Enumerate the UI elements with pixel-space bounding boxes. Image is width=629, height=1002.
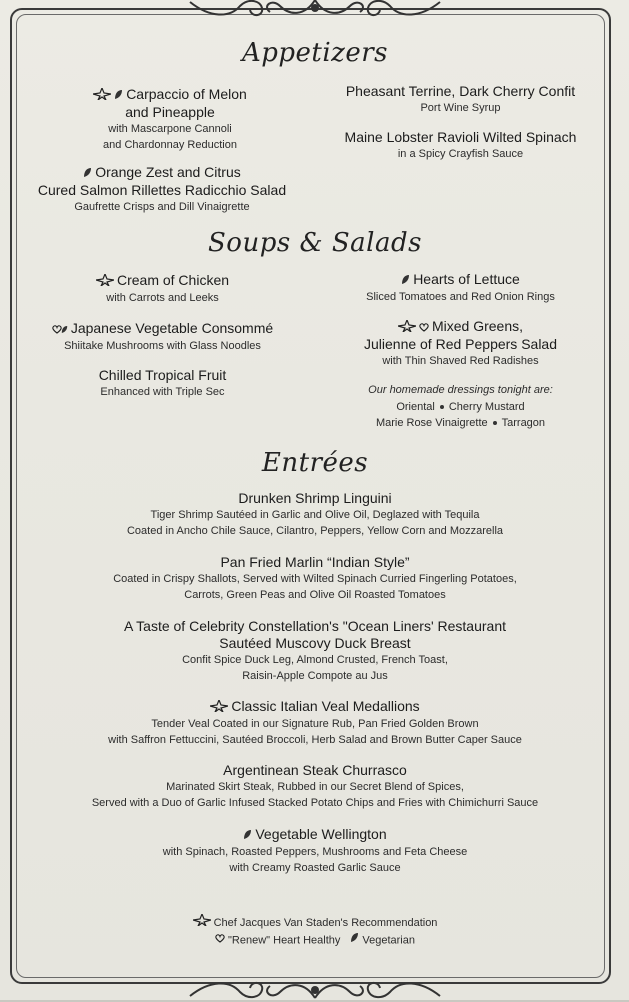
legend-chef-recommendation: Chef Jacques Van Staden's Recommendation xyxy=(213,916,438,929)
entree-title-line2: Sautéed Muscovy Duck Breast xyxy=(219,635,411,651)
leaf-icon xyxy=(83,165,92,182)
soup-consomme xyxy=(30,320,295,354)
entree-title: Argentinean Steak Churrasco xyxy=(223,762,407,778)
legend-vegetarian: Vegetarian xyxy=(362,934,415,947)
appetizer-carpaccio xyxy=(40,86,300,153)
bottom-ornament xyxy=(180,976,450,1002)
top-ornament xyxy=(180,0,450,22)
star-icon xyxy=(96,273,114,290)
entree-duck xyxy=(40,618,590,684)
leaf-icon xyxy=(350,932,359,949)
entree-desc-line2: Carrots, Green Peas and Olive Oil Roasted Tomatoes xyxy=(184,589,446,601)
entree-shrimp xyxy=(40,490,590,539)
entree-desc: with Spinach, Roasted Peppers, Mushrooms and Feta Cheese xyxy=(162,845,468,858)
appetizer-title: Orange Zest and Citrus xyxy=(95,164,241,180)
entree-desc-line2: Raisin-Apple Compote au Jus xyxy=(242,670,388,682)
salad-title-line2: Julienne of Red Peppers Salad xyxy=(363,335,558,352)
entree-desc: Tiger Shrimp Sautéed in Garlic and Olive Oil, Deglazed with Tequila xyxy=(150,509,480,521)
heading-entrees: Entrées xyxy=(261,448,369,478)
appetizer-desc: Gaufrette Crisps and Dill Vinaigrette xyxy=(74,200,250,213)
entree-title: A Taste of Celebrity Constellation's "Ocean Liners' Restaurant xyxy=(123,618,507,634)
leaf-icon xyxy=(243,827,252,844)
salad-desc: with Thin Shaved Red Radishes xyxy=(382,354,539,367)
appetizer-title: Pheasant Terrine, Dark Cherry Confit xyxy=(345,83,576,99)
dressing-item: Oriental xyxy=(396,401,435,413)
soup-title: Japanese Vegetable Consommé xyxy=(70,320,274,336)
appetizer-lobster xyxy=(318,129,603,162)
star-icon xyxy=(210,699,228,716)
entree-desc: Coated in Crispy Shallots, Served with Wilted Spinach Curried Fingerling Potatoes, xyxy=(113,573,517,585)
leaf-icon xyxy=(114,87,123,104)
star-icon xyxy=(93,87,111,104)
dressing-item: Tarragon xyxy=(501,417,546,429)
appetizer-desc: Port Wine Syrup xyxy=(420,102,501,114)
soup-desc: Shiitake Mushrooms with Glass Noodles xyxy=(64,339,261,352)
appetizer-desc: with Mascarpone Cannoli xyxy=(108,122,232,135)
entree-wellington xyxy=(40,826,590,876)
dressings-block xyxy=(318,382,603,431)
appetizer-title-line2: Cured Salmon Rillettes Radicchio Salad xyxy=(37,181,287,198)
entree-title: Vegetable Wellington xyxy=(255,826,387,842)
star-icon xyxy=(398,319,416,336)
bullet-dot xyxy=(493,421,497,425)
salad-mixed-greens xyxy=(318,318,603,369)
entree-desc: Confit Spice Duck Leg, Almond Crusted, French Toast, xyxy=(182,654,448,666)
entree-title: Pan Fried Marlin “Indian Style” xyxy=(220,554,410,570)
entree-desc-line2: Served with a Duo of Garlic Infused Stacked Potato Chips and Fries with Chimichurri Sauce xyxy=(91,797,539,809)
appetizer-desc: in a Spicy Crayfish Sauce xyxy=(397,148,524,160)
legend-heart-healthy: "Renew" Heart Healthy xyxy=(228,934,341,947)
heart-icon xyxy=(215,932,225,949)
entree-desc-line2: with Saffron Fettuccini, Sautéed Broccoli, Herb Salad and Brown Butter Caper Sauce xyxy=(108,733,522,746)
bullet-dot xyxy=(440,405,444,409)
entree-title: Classic Italian Veal Medallions xyxy=(231,698,420,714)
appetizer-desc-line2: and Chardonnay Reduction xyxy=(103,138,237,151)
entree-desc: Marinated Skirt Steak, Rubbed in our Secret Blend of Spices, xyxy=(166,781,464,793)
soup-title: Chilled Tropical Fruit xyxy=(98,367,227,383)
appetizer-title-line2: and Pineapple xyxy=(125,103,215,120)
appetizer-pheasant xyxy=(318,83,603,116)
dressings-intro: Our homemade dressings tonight are: xyxy=(368,384,553,396)
heading-soups-salads: Soups & Salads xyxy=(208,228,422,258)
soup-cream-of-chicken xyxy=(40,272,285,306)
legend xyxy=(100,914,530,949)
entree-desc-line2: Coated in Ancho Chile Sauce, Cilantro, Peppers, Yellow Corn and Mozzarella xyxy=(126,525,504,537)
star-icon xyxy=(193,914,211,932)
dressing-item: Marie Rose Vinaigrette xyxy=(375,417,488,429)
salad-desc: Sliced Tomatoes and Red Onion Rings xyxy=(366,290,555,303)
salad-title: Hearts of Lettuce xyxy=(413,271,520,287)
soup-tropical-fruit xyxy=(40,367,285,400)
appetizer-title: Carpaccio of Melon xyxy=(126,86,247,102)
soup-desc: with Carrots and Leeks xyxy=(106,291,219,304)
appetizer-title: Maine Lobster Ravioli Wilted Spinach xyxy=(344,129,577,145)
heading-appetizers: Appetizers xyxy=(241,38,389,68)
soup-title: Cream of Chicken xyxy=(116,272,230,288)
leaf-icon xyxy=(401,272,410,289)
entree-marlin xyxy=(40,554,590,603)
dressing-item: Cherry Mustard xyxy=(448,401,525,413)
entree-veal xyxy=(40,698,590,748)
soup-desc: Enhanced with Triple Sec xyxy=(100,386,225,398)
entree-title: Drunken Shrimp Linguini xyxy=(238,490,392,506)
entree-churrasco xyxy=(40,762,590,811)
heart-icon xyxy=(419,319,429,336)
entree-desc: Tender Veal Coated in our Signature Rub, Pan Fried Golden Brown xyxy=(151,717,479,730)
salad-title: Mixed Greens, xyxy=(431,318,524,334)
appetizer-salmon xyxy=(22,164,302,215)
entree-desc-line2: with Creamy Roasted Garlic Sauce xyxy=(229,861,401,874)
leaf-icon xyxy=(61,321,68,338)
salad-hearts-of-lettuce xyxy=(318,271,603,305)
